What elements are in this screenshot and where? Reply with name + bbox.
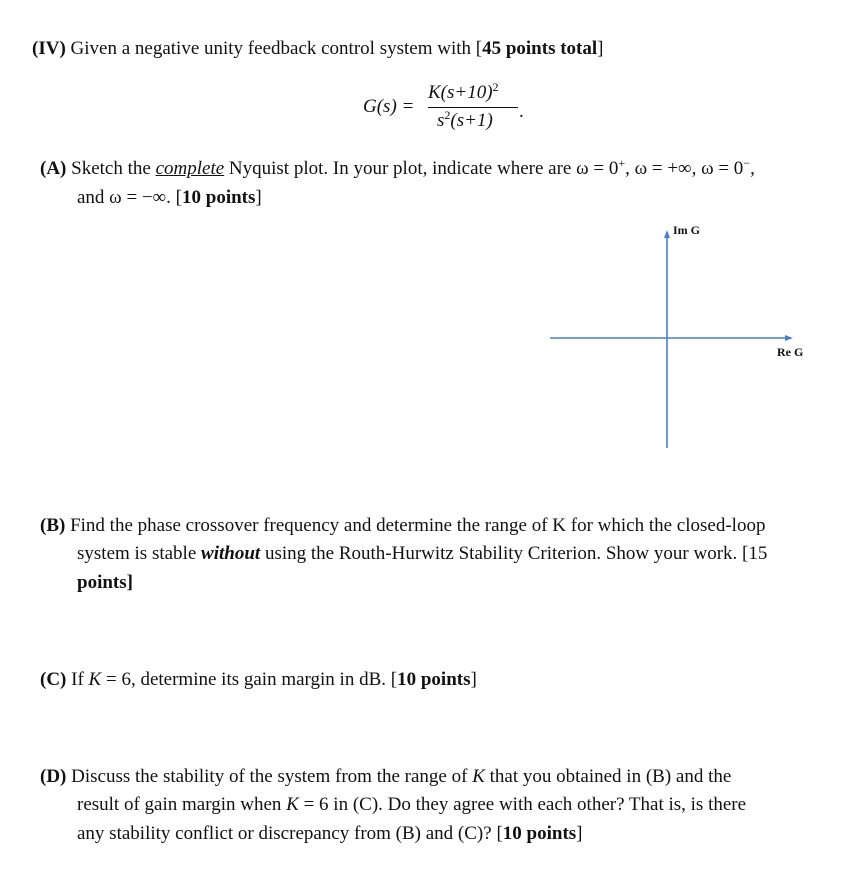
problem-points: 45 points total — [482, 38, 598, 59]
denominator-exponent: 2 — [444, 108, 451, 122]
part-b-points: points] — [77, 572, 133, 593]
problem-intro: Given a negative unity feedback control system with [ — [70, 38, 483, 59]
part-c-points: 10 points — [397, 669, 471, 690]
part-d-points: 10 points — [502, 823, 577, 844]
imaginary-axis-arrow — [664, 230, 670, 238]
denominator-s: s — [437, 110, 445, 131]
equation-period: . — [519, 101, 524, 122]
part-d-text-4: = 6 in (C). Do they agree with each other? That is, is there — [303, 794, 747, 815]
re-axis-label: Re G — [777, 345, 804, 359]
part-d-line-2 — [77, 794, 746, 816]
part-d-label: (D) — [40, 766, 67, 787]
part-b-line-1 — [40, 515, 765, 537]
part-d-text-1: Discuss the stability of the system from the range of — [71, 766, 468, 787]
part-b-emphasis: without — [201, 543, 261, 564]
part-d-end: ] — [576, 823, 583, 844]
part-c-label: (C) — [40, 669, 67, 690]
part-b-text-3: using the Routh-Hurwitz Stability Criterion. Show your work. [15 — [264, 543, 768, 564]
denominator-rest: (s+1) — [450, 110, 493, 131]
part-a-text: Sketch the — [71, 158, 151, 179]
part-d-text-3: result of gain margin when — [77, 794, 282, 815]
part-c-var: K — [88, 669, 102, 690]
fraction-bar — [428, 107, 518, 108]
part-a-line2-end: ] — [255, 187, 262, 208]
part-a-sup-minus: − — [743, 156, 751, 170]
equation-denominator — [437, 110, 493, 132]
part-a-points: 10 points — [182, 187, 256, 208]
part-c-text-2: = 6, determine its gain margin in dB. [ — [105, 669, 398, 690]
numerator-exponent: 2 — [492, 80, 499, 94]
part-d-var-2: K — [286, 794, 299, 815]
real-axis-arrow — [785, 335, 793, 341]
part-c-end: ] — [470, 669, 477, 690]
problem-header — [32, 38, 603, 60]
part-d-text-5: any stability conflict or discrepancy from (B) and (C)? [ — [77, 823, 503, 844]
part-b-text-1: Find the phase crossover frequency and determine the range of K for which the closed-loop — [70, 515, 766, 536]
problem-intro-end: ] — [597, 38, 604, 59]
im-axis-label: Im G — [673, 223, 700, 237]
part-d-var-1: K — [472, 766, 485, 787]
equation-numerator — [428, 82, 499, 104]
part-b-line-2 — [77, 543, 767, 565]
part-a-line2-text: and ω = −∞. [ — [77, 187, 182, 208]
part-a-label: (A) — [40, 158, 67, 179]
part-c-line — [40, 669, 477, 691]
equation-lhs: G(s) = — [363, 96, 415, 117]
part-b-line-3 — [77, 572, 133, 594]
part-c-text: If — [71, 669, 84, 690]
part-d-line-3 — [77, 823, 583, 845]
part-b-label: (B) — [40, 515, 66, 536]
part-a-sup-plus: + — [618, 156, 626, 170]
part-b-text-2: system is stable — [77, 543, 197, 564]
numerator-text: K(s+10) — [428, 82, 493, 103]
problem-label: (IV) — [32, 38, 66, 59]
part-a-emphasis: complete — [155, 158, 225, 179]
part-d-line-1 — [40, 766, 731, 788]
part-a-text-3: , ω = +∞, ω = 0 — [625, 158, 744, 179]
part-a-line-1 — [40, 158, 755, 180]
part-a-comma: , — [750, 158, 755, 179]
part-a-line-2 — [77, 187, 262, 209]
part-d-text-2: that you obtained in (B) and the — [489, 766, 732, 787]
part-a-text-2: Nyquist plot. In your plot, indicate where are ω = 0 — [228, 158, 619, 179]
